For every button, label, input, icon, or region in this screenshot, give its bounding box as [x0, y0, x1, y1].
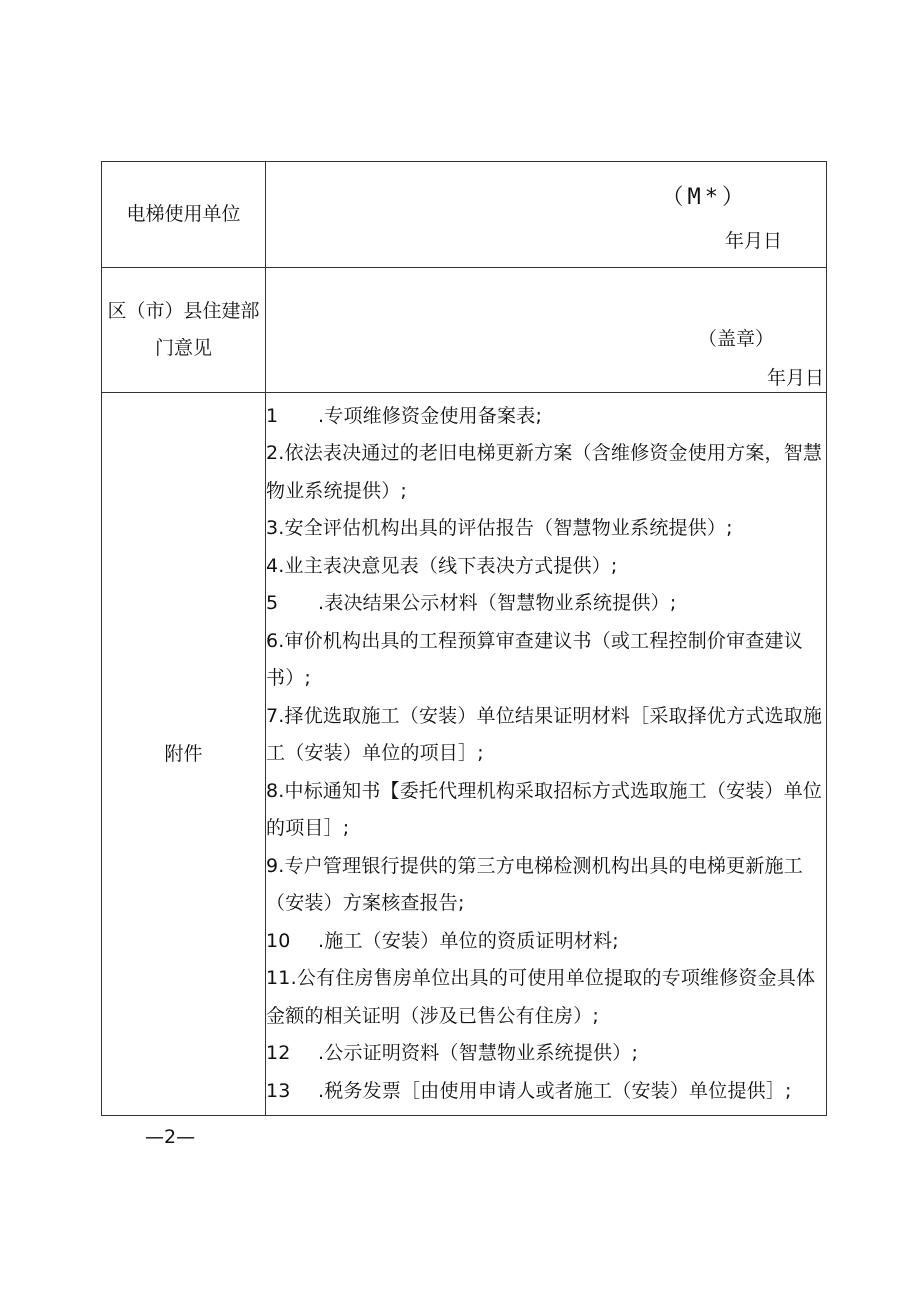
attachments-label: 附件: [102, 393, 266, 1116]
stamp-mark: （M*）: [661, 185, 748, 210]
attachment-text: .表决结果公示材料（智慧物业系统提供）;: [318, 592, 677, 615]
attachments-row: [102, 393, 827, 1116]
attachment-text: .施工（安装）单位的资质证明材料;: [318, 929, 619, 952]
user-unit-row: [102, 162, 827, 268]
attachment-item-6: 6.审价机构出具的工程预算审查建议书（或工程控制价审查建议书）;: [266, 629, 803, 690]
attachment-item-13: [266, 1073, 826, 1111]
attachment-item-3: 3.安全评估机构出具的评估报告（智慧物业系统提供）;: [266, 517, 733, 540]
attachment-num: 12: [266, 1042, 291, 1065]
attachment-item-2: 2.依法表决通过的老旧电梯更新方案（含维修资金使用方案，智慧物业系统提供）;: [266, 442, 823, 502]
attachment-item-1: [266, 398, 826, 436]
user-unit-label: 电梯使用单位: [102, 162, 266, 268]
attachment-item-4: 4.业主表决意见表（线下表决方式提供）;: [266, 554, 618, 577]
attachment-item-12: [266, 1035, 826, 1073]
attachment-item-8: 8.中标通知书【委托代理机构采取招标方式选取施工（安装）单位的项目］;: [266, 779, 823, 840]
attachment-item-7: 7.择优选取施工（安装）单位结果证明材料［采取择优方式选取施工（安装）单位的项目］;: [266, 704, 823, 765]
district-row: [102, 268, 827, 393]
attachment-item-5: [266, 585, 826, 623]
district-date: 年月日: [766, 367, 824, 389]
attachment-text: .公示证明资料（智慧物业系统提供）;: [318, 1042, 639, 1065]
application-form-table: [101, 161, 827, 1116]
attachment-text: .专项维修资金使用备案表;: [318, 404, 543, 427]
page-number: —2—: [145, 1126, 196, 1148]
user-unit-content: [266, 162, 827, 268]
district-content: [266, 268, 827, 393]
district-label-line2: 门意见: [154, 337, 212, 359]
attachment-item-10: [266, 923, 826, 961]
attachment-num: 13: [266, 1079, 291, 1102]
attachment-num: 5: [266, 592, 279, 615]
seal-text: （盖章）: [697, 328, 774, 350]
attachment-num: 1: [266, 404, 279, 427]
attachment-num: 10: [266, 929, 291, 952]
attachment-item-9: 9.专户管理银行提供的第三方电梯检测机构出具的电梯更新施工（安装）方案核查报告;: [266, 854, 803, 915]
district-label-line1: 区（市）县住建部: [107, 300, 260, 322]
attachment-item-11: 11.公有住房售房单位出具的可使用单位提取的专项维修资金具体金额的相关证明（涉及已售公有住房）;: [266, 967, 816, 1027]
user-unit-date: 年月日: [724, 230, 782, 252]
district-label: [102, 268, 266, 393]
attachment-text: .税务发票［由使用申请人或者施工（安装）单位提供］;: [318, 1079, 792, 1102]
attachments-list: [266, 393, 827, 1116]
